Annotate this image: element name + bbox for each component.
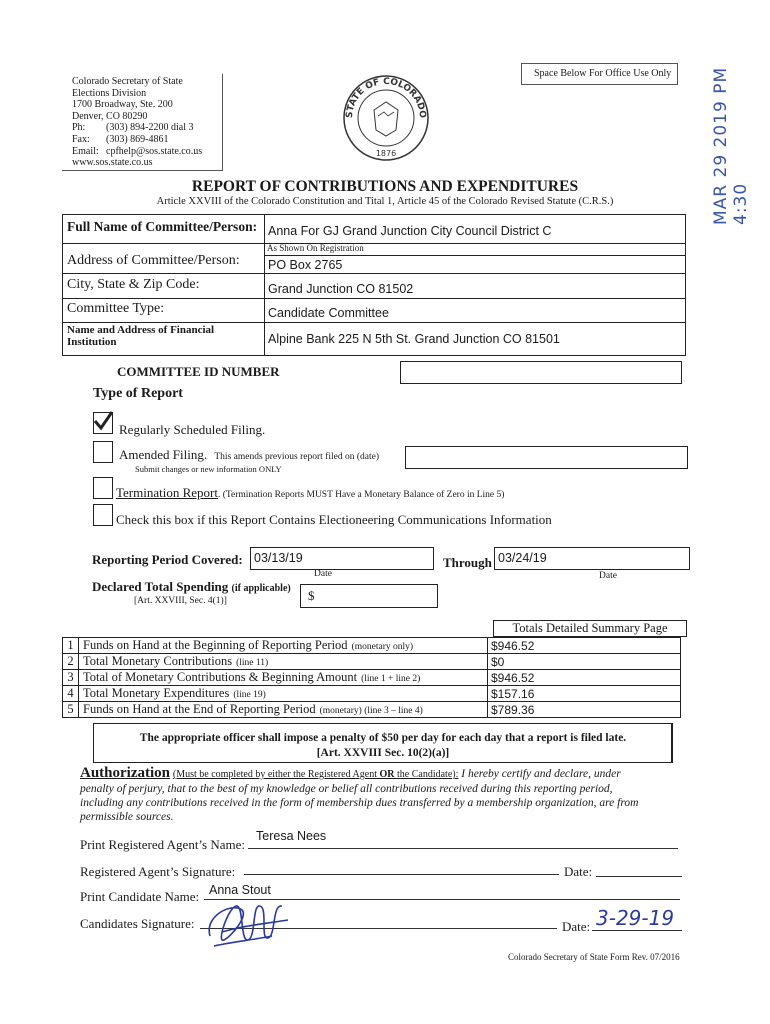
regular-filing-checkbox[interactable] <box>93 412 113 434</box>
agent-name-label: Print Registered Agent’s Name: <box>80 837 246 852</box>
summary-row-label <box>79 702 488 718</box>
committee-type-label: Committee Type: <box>67 301 165 316</box>
checkmark-icon <box>92 410 114 432</box>
penalty-box <box>93 723 673 763</box>
summary-row-note: (line 19) <box>233 690 266 700</box>
summary-row-number: 1 <box>63 638 79 654</box>
termination-label: Termination Report <box>116 485 218 500</box>
dollar-sign: $ <box>308 588 315 603</box>
as-shown-note: As Shown On Registration <box>267 243 364 253</box>
address-line: Colorado Secretary of State <box>72 76 183 87</box>
form-footer: Colorado Secretary of State Form Rev. 07/2016 <box>508 952 680 962</box>
amended-filing-note: This amends previous report filed on (date) <box>214 452 379 462</box>
summary-row <box>63 670 681 686</box>
summary-row-main: Funds on Hand at the End of Reporting Period <box>83 702 316 716</box>
fax-value: (303) 869-4861 <box>106 133 169 145</box>
summary-row-main: Total Monetary Contributions <box>83 654 233 668</box>
address-line: Denver, CO 80290 <box>72 110 148 122</box>
committee-info-grid <box>62 214 686 356</box>
summary-row-label <box>79 686 488 702</box>
candidate-date-value: 3-29-19 <box>596 906 675 930</box>
summary-row-value[interactable]: $946.52 <box>488 638 681 654</box>
summary-row-note: (line 1 + line 2) <box>361 674 421 684</box>
agent-date-field[interactable] <box>596 876 682 877</box>
summary-row <box>63 686 681 702</box>
agent-signature-label: Registered Agent’s Signature: <box>80 864 236 879</box>
committee-type-field[interactable]: Candidate Committee <box>268 306 389 320</box>
address-block <box>62 74 223 171</box>
address-line: 1700 Broadway, Ste. 200 <box>72 99 173 111</box>
through-label: Through <box>443 555 492 570</box>
form-subtitle: Article XXVIII of the Colorado Constitution and Tital 1, Article 45 of the Colorado Revised Statute (C.R.S.) <box>156 196 614 207</box>
agent-signature-field[interactable] <box>244 874 559 875</box>
period-label: Reporting Period Covered: <box>92 552 243 567</box>
authorization-note-2: the Candidate): <box>394 769 459 780</box>
office-use-label: Space Below For Office Use Only <box>534 68 672 79</box>
bank-label: Name and Address of Financial <box>67 324 215 336</box>
authorization-text-2: penalty of perjury, that to the best of my knowledge or belief all contributions received during this reporting period, <box>80 783 613 795</box>
summary-row-label <box>79 654 488 670</box>
amended-filing-checkbox[interactable] <box>93 441 113 463</box>
summary-row-main: Total Monetary Expenditures <box>83 686 230 700</box>
electioneering-checkbox[interactable] <box>93 504 113 526</box>
address-label: Address of Committee/Person: <box>67 253 240 268</box>
period-to-field[interactable] <box>494 547 690 570</box>
amended-sub-note: Submit changes or new information ONLY <box>135 464 282 474</box>
office-use-box <box>521 63 678 85</box>
summary-row-value[interactable]: $0 <box>488 654 681 670</box>
summary-row <box>63 702 681 718</box>
summary-row-note: (monetary only) <box>351 642 414 652</box>
fax-label: Fax: <box>72 133 90 145</box>
summary-row-note: (line 11) <box>236 658 269 668</box>
summary-table <box>62 620 687 718</box>
seal-text: STATE OF COLORADO <box>344 76 428 119</box>
summary-row-label <box>79 670 488 686</box>
candidate-name-value: Anna Stout <box>209 883 271 897</box>
authorization-title: Authorization <box>80 765 170 781</box>
email-label: Email: <box>72 145 99 157</box>
authorization-text-3: including any contributions received in the form of membership dues transferred by a membership organization, are from <box>80 797 639 809</box>
penalty-ref: [Art. XXVIII Sec. 10(2)(a)] <box>316 747 450 759</box>
authorization-text-4: permissible sources. <box>80 811 174 823</box>
termination-checkbox[interactable] <box>93 477 113 499</box>
phone-label: Ph: <box>72 122 86 134</box>
agent-date-label: Date: <box>564 864 593 879</box>
authorization-note: (Must be completed by either the Registered Agent <box>172 769 380 780</box>
summary-row <box>63 654 681 670</box>
form-title: REPORT OF CONTRIBUTIONS AND EXPENDITURES <box>191 178 579 195</box>
termination-note: . (Termination Reports MUST Have a Monetary Balance of Zero in Line 5) <box>217 490 505 500</box>
period-to-caption: Date <box>599 571 617 581</box>
address-line: Elections Division <box>72 87 147 99</box>
received-stamp: MAR 29 2019 PM 4:30 <box>711 66 751 225</box>
address-field[interactable]: PO Box 2765 <box>268 258 343 272</box>
summary-row-number: 2 <box>63 654 79 670</box>
summary-row-number: 4 <box>63 686 79 702</box>
summary-row-value[interactable]: $946.52 <box>488 670 681 686</box>
amended-date-field[interactable] <box>405 446 688 469</box>
svg-text:STATE OF COLORADO <box>345 77 427 119</box>
candidate-date-label: Date: <box>562 919 591 934</box>
summary-row-number: 3 <box>63 670 79 686</box>
website: www.sos.state.co.us <box>72 157 153 169</box>
penalty-text: The appropriate officer shall impose a penalty of $50 per day for each day that a report is filed late. <box>139 732 627 744</box>
period-from-value: 03/13/19 <box>254 551 303 565</box>
summary-row-main: Total of Monetary Contributions & Beginning Amount <box>83 670 358 684</box>
city-label: City, State & Zip Code: <box>67 277 200 292</box>
summary-row-number: 5 <box>63 702 79 718</box>
candidate-date-field[interactable] <box>592 930 682 931</box>
type-of-report-heading: Type of Report <box>93 386 183 401</box>
state-seal <box>336 72 436 162</box>
email-value: cpfhelp@sos.state.co.us <box>106 145 203 157</box>
period-to-value: 03/24/19 <box>498 551 547 565</box>
summary-row-label <box>79 638 488 654</box>
candidate-signature-scribble <box>202 896 292 956</box>
authorization-text-1: I hereby certify and declare, under <box>461 768 621 780</box>
committee-id-field[interactable] <box>400 361 682 384</box>
spending-note: (if applicable) <box>231 583 291 594</box>
amended-filing-label: Amended Filing. <box>119 447 208 462</box>
city-field[interactable]: Grand Junction CO 81502 <box>268 282 414 296</box>
period-from-field[interactable] <box>250 547 434 570</box>
summary-row-value[interactable]: $157.16 <box>488 686 681 702</box>
spending-ref: [Art. XXVIII, Sec. 4(1)] <box>134 596 227 606</box>
summary-rows-table <box>62 637 681 718</box>
summary-header: Totals Detailed Summary Page <box>494 621 687 637</box>
full-name-label: Full Name of Committee/Person: <box>67 219 258 234</box>
summary-row-value[interactable]: $789.36 <box>488 702 681 718</box>
electioneering-label: Check this box if this Report Contains Electioneering Communications Information <box>116 512 552 527</box>
bank-field[interactable]: Alpine Bank 225 N 5th St. Grand Junction CO 81501 <box>268 332 560 346</box>
spending-label: Declared Total Spending <box>92 579 229 594</box>
spending-field[interactable] <box>300 584 438 608</box>
agent-name-field[interactable] <box>248 848 678 849</box>
committee-id-label: COMMITTEE ID NUMBER <box>117 364 280 379</box>
phone-value: (303) 894-2200 dial 3 <box>106 122 194 134</box>
summary-row-main: Funds on Hand at the Beginning of Reporting Period <box>83 638 348 652</box>
seal-year: 1876 <box>375 149 397 158</box>
agent-name-value: Teresa Nees <box>256 829 327 843</box>
full-name-field[interactable]: Anna For GJ Grand Junction City Council District C <box>268 224 552 238</box>
period-from-caption: Date <box>314 569 332 579</box>
authorization-or: OR <box>379 769 395 780</box>
regular-filing-label: Regularly Scheduled Filing. <box>119 422 266 437</box>
candidate-signature-label: Candidates Signature: <box>80 916 195 931</box>
summary-row-note: (monetary) (line 3 – line 4) <box>319 706 423 716</box>
bank-label-2: Institution <box>67 336 117 348</box>
summary-row <box>63 638 681 654</box>
candidate-name-label: Print Candidate Name: <box>80 889 200 904</box>
